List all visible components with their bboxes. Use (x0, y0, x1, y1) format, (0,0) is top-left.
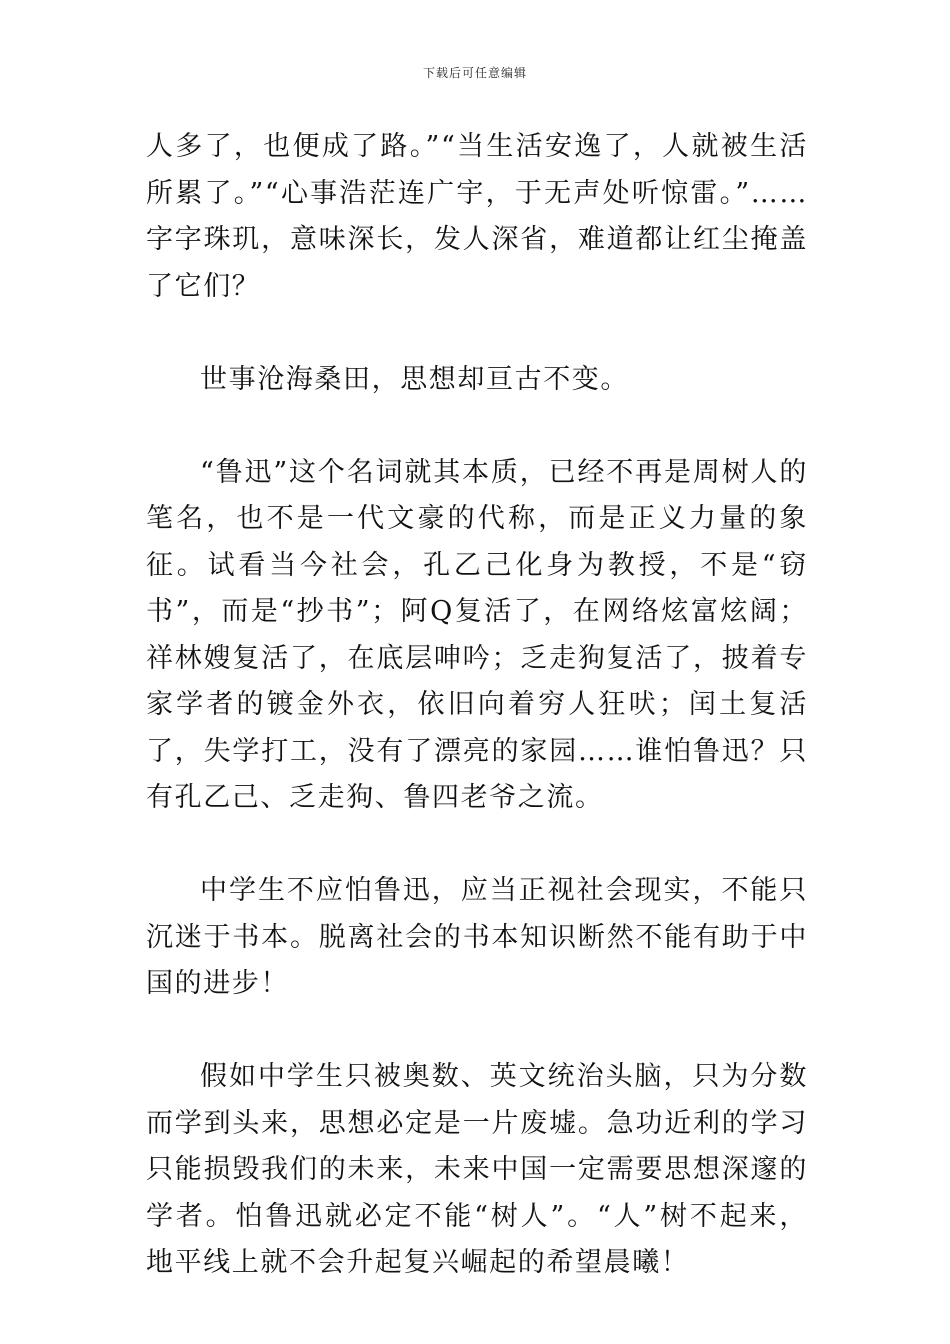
paragraph-spacer (146, 310, 808, 357)
paragraph-2: 世事沧海桑田，思想却亘古不变。 (200, 363, 629, 395)
paragraph-spacer (146, 403, 808, 450)
paragraph-4: 中学生不应怕鲁迅，应当正视社会现实，不能只沉迷于书本。脱离社会的书本知识断然不能有助于中国的进步！ (146, 875, 808, 999)
paragraph-spacer (146, 822, 808, 869)
paragraph-3: “鲁迅”这个名词就其本质，已经不再是周树人的笔名，也不是一代文豪的代称，而是正义力量的象征。试看当今社会，孔乙己化身为教授，不是“窃书”，而是“抄书”；阿Q复活了，在网络炫富炫阔；祥林嫂复活了，在底层呻吟；乏走狗复活了，披着专家学者的镀金外衣，依旧向着穷人狂吠；闰土复活了，失学打工，没有了漂亮的家园……谁怕鲁迅？只有孔乙己、乏走狗、鲁四老爷之流。 (146, 456, 808, 813)
page-header: 下载后可任意编辑 (422, 66, 527, 80)
paragraph-spacer (146, 1008, 808, 1055)
paragraph-5: 假如中学生只被奥数、英文统治头脑，只为分数而学到头来，思想必定是一片废墟。急功近利的学习只能损毁我们的未来，未来中国一定需要思想深邃的学者。怕鲁迅就必定不能“树人”。“人”树不起来，地平线上就不会升起复兴崛起的希望晨曦！ (146, 1061, 808, 1278)
document-body (146, 124, 808, 1287)
paragraph-1: 人多了，也便成了路。”“当生活安逸了，人就被生活所累了。”“心事浩茫连广宇，于无声处听惊雷。”……字字珠玑，意味深长，发人深省，难道都让红尘掩盖了它们？ (146, 131, 808, 302)
